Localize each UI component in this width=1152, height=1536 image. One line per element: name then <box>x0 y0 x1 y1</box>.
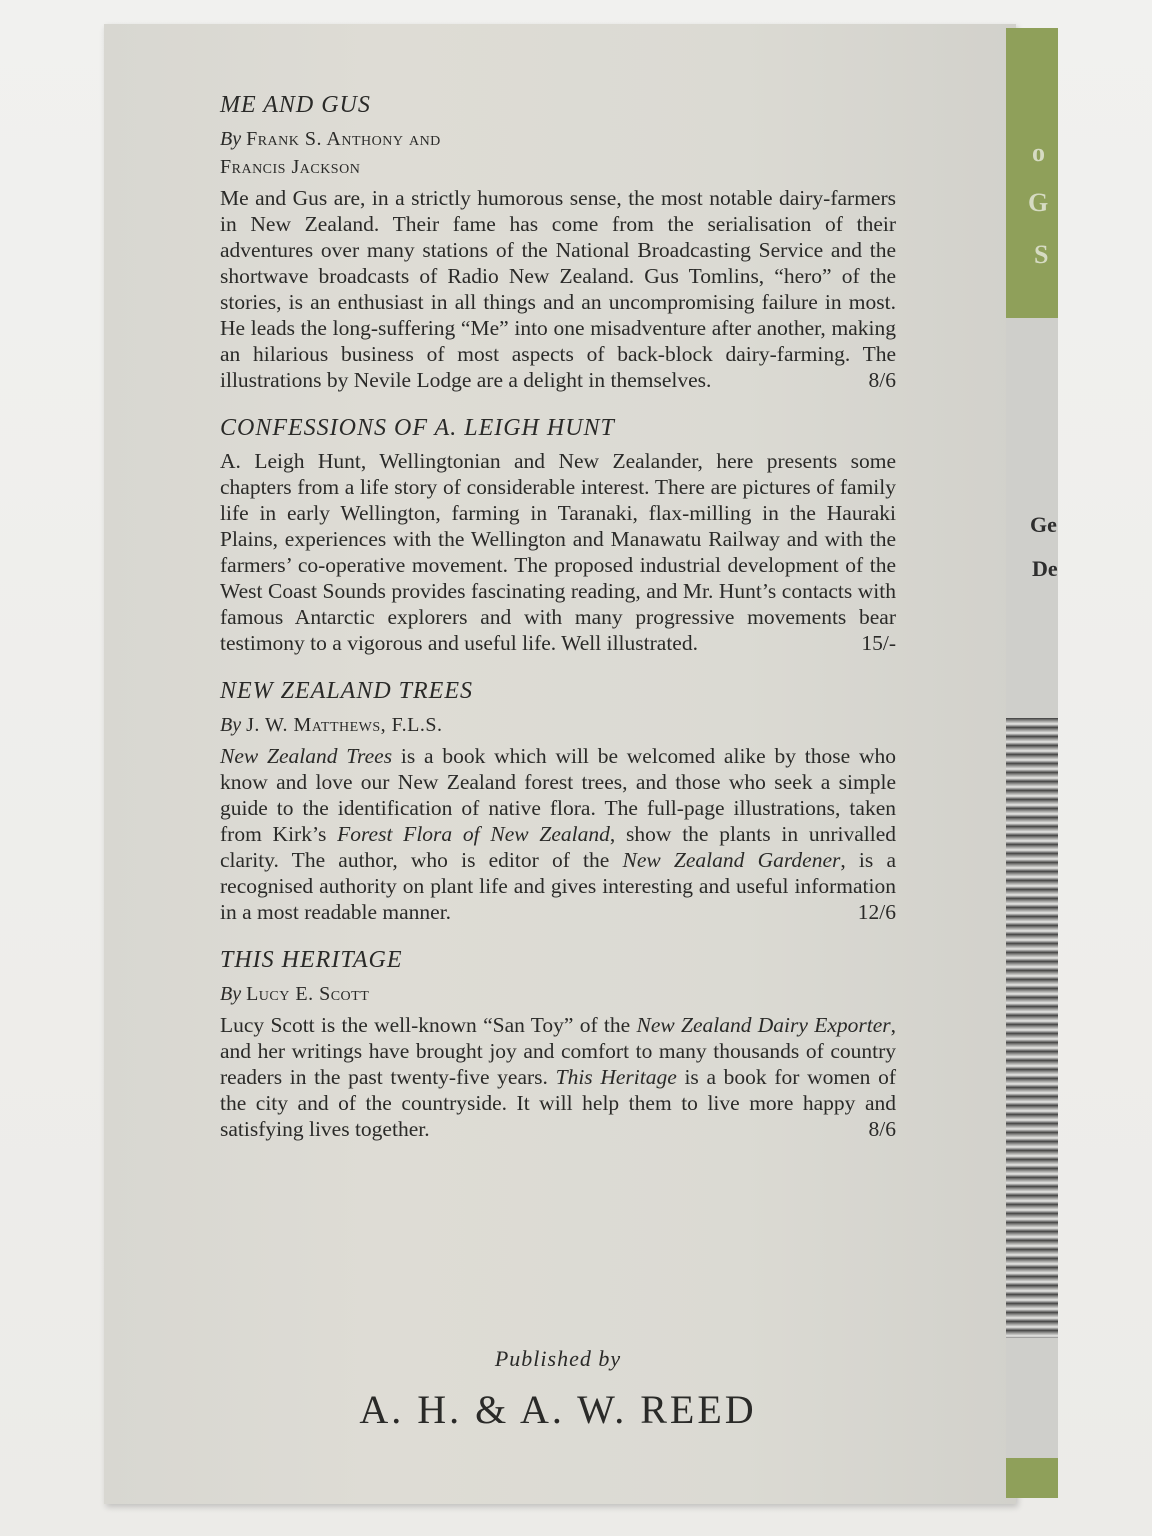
spine-letter: o <box>1032 138 1045 167</box>
book-title: NEW ZEALAND TREES <box>220 678 474 704</box>
by-label: By <box>220 714 242 736</box>
book-price: 12/6 <box>857 900 896 924</box>
book-title: THIS HERITAGE <box>220 947 403 973</box>
book-description <box>220 448 896 656</box>
book-description <box>220 743 896 925</box>
italic-title: New Zealand Dairy Exporter <box>636 1013 891 1037</box>
spine-letter: Ge <box>1030 512 1057 537</box>
by-label: By <box>220 983 242 1005</box>
author-name: Lucy E. Scott <box>246 983 370 1005</box>
description-text: , is a recognised authority on plant life and gives interesting and useful information in a most readable manner. <box>220 848 896 924</box>
book-entry <box>220 415 896 656</box>
italic-title: This Heritage <box>555 1065 677 1089</box>
description-text: Lucy Scott is the well-known “San Toy” of the <box>220 1013 637 1037</box>
spine-photo <box>1006 718 1058 1338</box>
book-entry <box>220 92 896 393</box>
book-price: 15/- <box>861 631 896 655</box>
spine-letter: De <box>1032 556 1058 581</box>
by-label: By <box>220 128 242 150</box>
author-name: Frank S. Anthony and <box>246 128 441 150</box>
publisher-block <box>220 1346 896 1433</box>
description-text: , and her writings have brought joy and comfort to many thousands of country readers in the past twenty-five years. <box>220 1013 896 1089</box>
book-author <box>220 125 896 181</box>
book-list <box>220 92 896 1164</box>
published-by-label: Published by <box>494 1346 622 1371</box>
description-text: is a book which will be welcomed alike by those who know and love our New Zealand forest trees, and those who seek a simple guide to the identification of native flora. The full-page illustrations, taken from Kirk’s <box>220 744 896 846</box>
description-text: is a book for women of the city and of the countryside. It will help them to live more happy and satisfying lives together. <box>220 1065 896 1141</box>
author-name: J. W. Matthews, F.L.S. <box>246 714 443 736</box>
author-name: Francis Jackson <box>220 156 361 178</box>
book-author <box>220 980 896 1008</box>
book-price: 8/6 <box>868 368 896 392</box>
book-author <box>220 711 896 739</box>
italic-title: New Zealand Trees <box>220 744 393 768</box>
book-spine <box>1006 28 1058 1498</box>
spine-letter: G <box>1028 188 1049 217</box>
description-text: , show the plants in unrivalled clarity. The author, who is editor of the <box>220 822 897 872</box>
description-text: Me and Gus are, in a strictly humorous sense, the most notable dairy-farmers in New Zealand. Their fame has come from the serialisation of their adventures over many stations of the National Broadcasting Service and the shortwave broadcasts of Radio New Zealand. Gus Tomlins, “hero” of the stories, is an enthusiast in all things and an uncompromising failure in most. He leads the long-suffering “Me” into one misadventure after another, making an hilarious business of most aspects of back-block dairy-farming. The illustrations by Nevile Lodge are a delight in themselves. <box>220 186 896 392</box>
italic-title: Forest Flora of New Zealand <box>337 822 610 846</box>
publisher-name: A. H. & A. W. REED <box>359 1387 757 1432</box>
book-title: CONFESSIONS OF A. LEIGH HUNT <box>220 415 615 441</box>
book-entry <box>220 947 896 1142</box>
spine-letter: S <box>1034 240 1049 269</box>
description-text: A. Leigh Hunt, Wellingtonian and New Zealander, here presents some chapters from a life story of considerable interest. There are pictures of family life in early Wellington, farming in Taranaki, flax-milling in the Hauraki Plains, experiences with the Wellington and Manawatu Railway and with the farmers’ co-operative movement. The proposed industrial development of the West Coast Sounds provides fascinating reading, and Mr. Hunt’s contacts with famous Antarctic explorers and with many progressive movements bear testimony to a vigorous and useful life. Well illustrated. <box>220 449 896 655</box>
book-description <box>220 1012 896 1142</box>
book-price: 8/6 <box>868 1117 896 1141</box>
book-title: ME AND GUS <box>220 92 371 118</box>
book-description <box>220 185 896 393</box>
book-entry <box>220 678 896 925</box>
italic-title: New Zealand Gardener <box>622 848 841 872</box>
